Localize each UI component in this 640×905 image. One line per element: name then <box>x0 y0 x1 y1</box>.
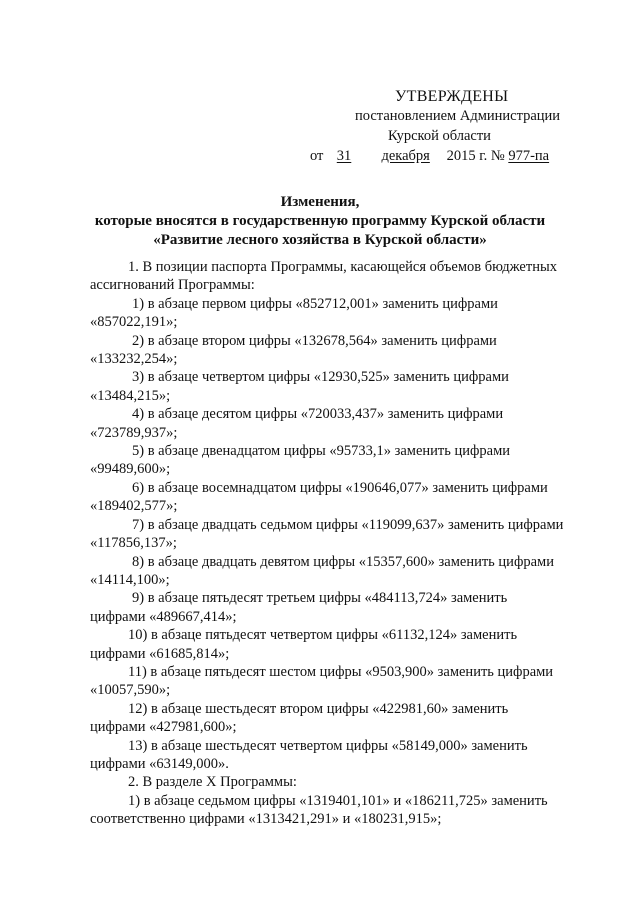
heading-line-1: Изменения, <box>280 194 360 210</box>
item-4-line-2: «723789,937»; <box>90 424 178 441</box>
item-9-line-1: 9) в абзаце пятьдесят третьем цифры «484113,724» заменить <box>132 590 508 607</box>
item-2-line-2: «133232,254»; <box>90 351 178 368</box>
item-3-line-2: «13484,215»; <box>90 387 171 404</box>
paragraph-1-line-1: 1. В позиции паспорта Программы, касающейся объемов бюджетных <box>128 259 557 275</box>
item-1-line-2: «857022,191»; <box>90 314 178 331</box>
item-5-line-1: 5) в абзаце двенадцатом цифры «95733,1» заменить цифрами <box>132 443 511 460</box>
item-3-line-1: 3) в абзаце четвертом цифры «12930,525» заменить цифрами <box>132 369 509 386</box>
paragraph-2-item-1-line-2: соответственно цифрами «1313421,291» и «180231,915»; <box>90 811 442 828</box>
item-10-line-1: 10) в абзаце пятьдесят четвертом цифры «61132,124» заменить <box>128 627 518 644</box>
item-12-line-2: цифрами «427981,600»; <box>90 719 237 736</box>
approval-year: 2015 г. № <box>446 148 505 164</box>
item-11-line-1: 11) в абзаце пятьдесят шестом цифры «9503,900» заменить цифрами <box>128 663 554 680</box>
item-1-line-1: 1) в абзаце первом цифры «852712,001» заменить цифрами <box>132 295 498 312</box>
item-6-line-2: «189402,577»; <box>90 498 178 515</box>
document-heading <box>60 193 580 250</box>
approval-month: декабря <box>381 148 430 164</box>
item-9-line-2: цифрами «489667,414»; <box>90 608 237 625</box>
item-8-line-1: 8) в абзаце двадцать девятом цифры «15357,600» заменить цифрами <box>132 553 554 570</box>
approval-line-1: постановлением Администрации <box>355 108 561 124</box>
paragraph-1-line-2: ассигнований Программы: <box>90 277 255 294</box>
item-7-line-2: «117856,137»; <box>90 535 177 552</box>
item-13-line-2: цифрами «63149,000». <box>90 755 229 772</box>
item-4-line-1: 4) в абзаце десятом цифры «720033,437» заменить цифрами <box>132 406 504 423</box>
approval-line-2: Курской области <box>388 128 491 144</box>
item-12-line-1: 12) в абзаце шестьдесят втором цифры «422981,60» заменить <box>128 700 509 717</box>
heading-line-3: «Развитие лесного хозяйства в Курской области» <box>153 232 487 248</box>
approval-date-prefix: от <box>310 148 324 164</box>
approval-day: 31 <box>336 148 352 164</box>
paragraph-2-item-1-line-1: 1) в абзаце седьмом цифры «1319401,101» и «186211,725» заменить <box>128 792 548 809</box>
approval-date-line <box>310 148 549 165</box>
approval-title: УТВЕРЖДЕНЫ <box>395 88 509 105</box>
item-7-line-1: 7) в абзаце двадцать седьмом цифры «119099,637» заменить цифрами <box>132 516 564 533</box>
item-11-line-2: «10057,590»; <box>90 682 171 699</box>
approval-number: 977-па <box>508 148 550 164</box>
paragraph-2: 2. В разделе X Программы: <box>128 774 297 791</box>
item-8-line-2: «14114,100»; <box>90 571 170 588</box>
item-6-line-1: 6) в абзаце восемнадцатом цифры «190646,077» заменить цифрами <box>132 479 548 496</box>
item-10-line-2: цифрами «61685,814»; <box>90 645 230 662</box>
heading-line-2: которые вносятся в государственную программу Курской области <box>94 213 546 229</box>
item-2-line-1: 2) в абзаце втором цифры «132678,564» заменить цифрами <box>132 332 497 349</box>
document-body <box>90 258 564 829</box>
item-13-line-1: 13) в абзаце шестьдесят четвертом цифры «58149,000» заменить <box>128 737 528 754</box>
item-5-line-2: «99489,600»; <box>90 461 171 478</box>
